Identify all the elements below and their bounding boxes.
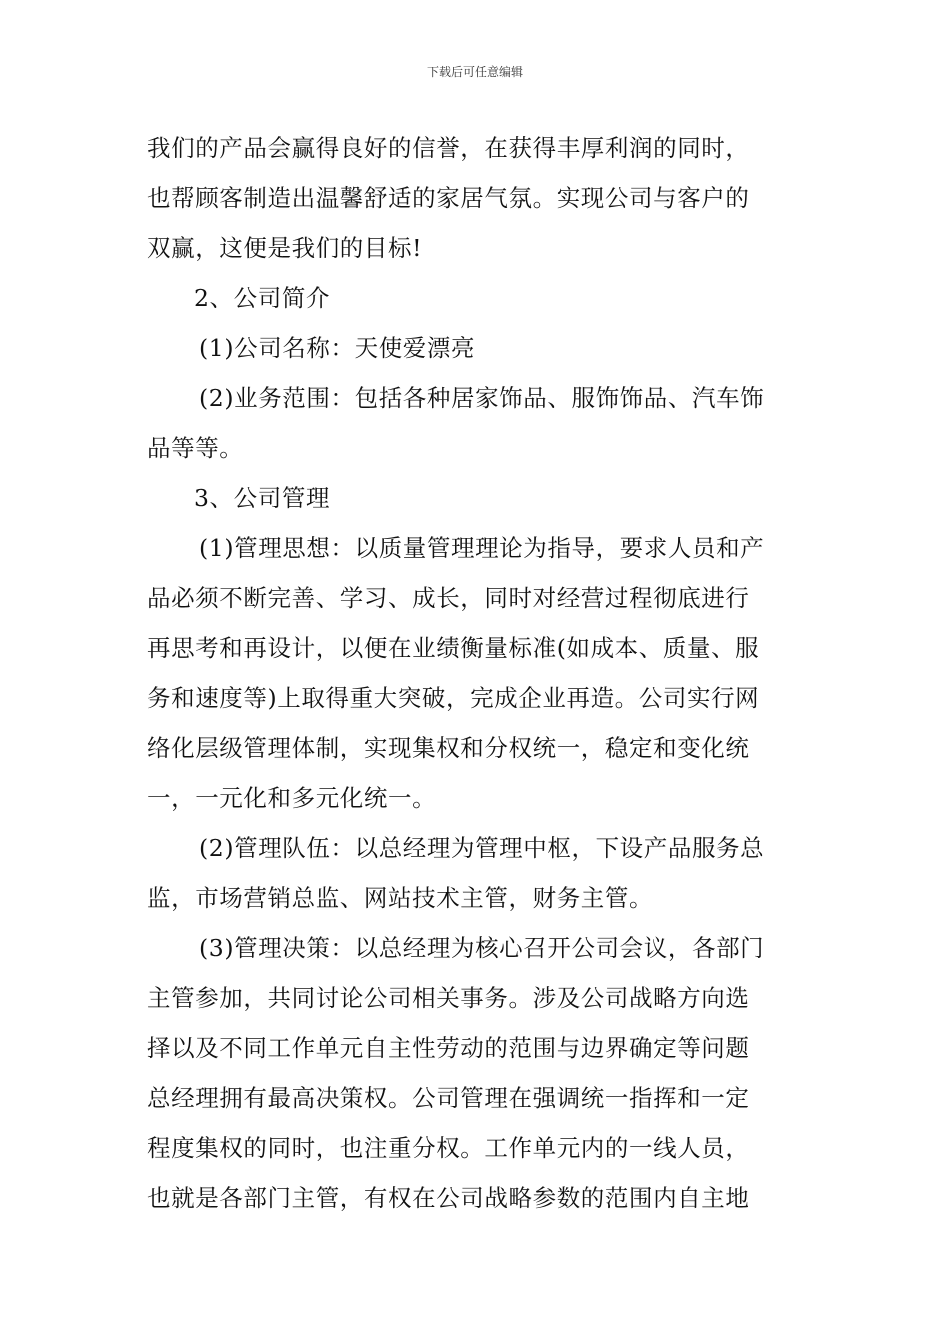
text-line: (1)管理思想：以质量管理理论为指导，要求人员和产 — [199, 534, 765, 562]
text-line: 择以及不同工作单元自主性劳动的范围与边界确定等问题 — [147, 1034, 750, 1062]
text-line: (1)公司名称：天使爱漂亮 — [199, 334, 476, 362]
text-line: 务和速度等)上取得重大突破，完成企业再造。公司实行网 — [147, 684, 760, 712]
text-line: 监，市场营销总监、网站技术主管，财务主管。 — [147, 884, 654, 912]
page-header: 下载后可任意编辑 — [426, 65, 523, 79]
text-line: (2)业务范围：包括各种居家饰品、服饰饰品、汽车饰 — [199, 384, 765, 412]
section-heading: 2、公司简介 — [194, 284, 331, 312]
text-line: 程度集权的同时，也注重分权。工作单元内的一线人员， — [147, 1134, 750, 1162]
text-line: 我们的产品会赢得良好的信誉，在获得丰厚利润的同时， — [147, 134, 750, 162]
text-line: (3)管理决策：以总经理为核心召开公司会议，各部门 — [199, 934, 765, 962]
text-line: 主管参加，共同讨论公司相关事务。涉及公司战略方向选 — [147, 984, 750, 1012]
text-line: 品必须不断完善、学习、成长，同时对经营过程彻底进行 — [147, 584, 750, 612]
text-line: 络化层级管理体制，实现集权和分权统一，稳定和变化统 — [147, 734, 750, 762]
text-line: 双赢，这便是我们的目标! — [147, 234, 423, 262]
text-line: 总经理拥有最高决策权。公司管理在强调统一指挥和一定 — [147, 1084, 750, 1112]
text-line: 一，一元化和多元化统一。 — [147, 784, 437, 812]
document-body — [147, 123, 807, 1223]
text-line: 品等等。 — [147, 434, 244, 462]
text-line: 也就是各部门主管，有权在公司战略参数的范围内自主地 — [147, 1184, 750, 1212]
section-heading: 3、公司管理 — [194, 484, 331, 512]
text-line: 也帮顾客制造出温馨舒适的家居气氛。实现公司与客户的 — [147, 184, 750, 212]
text-line: (2)管理队伍：以总经理为管理中枢，下设产品服务总 — [199, 834, 765, 862]
text-line: 再思考和再设计，以便在业绩衡量标准(如成本、质量、服 — [147, 634, 760, 662]
